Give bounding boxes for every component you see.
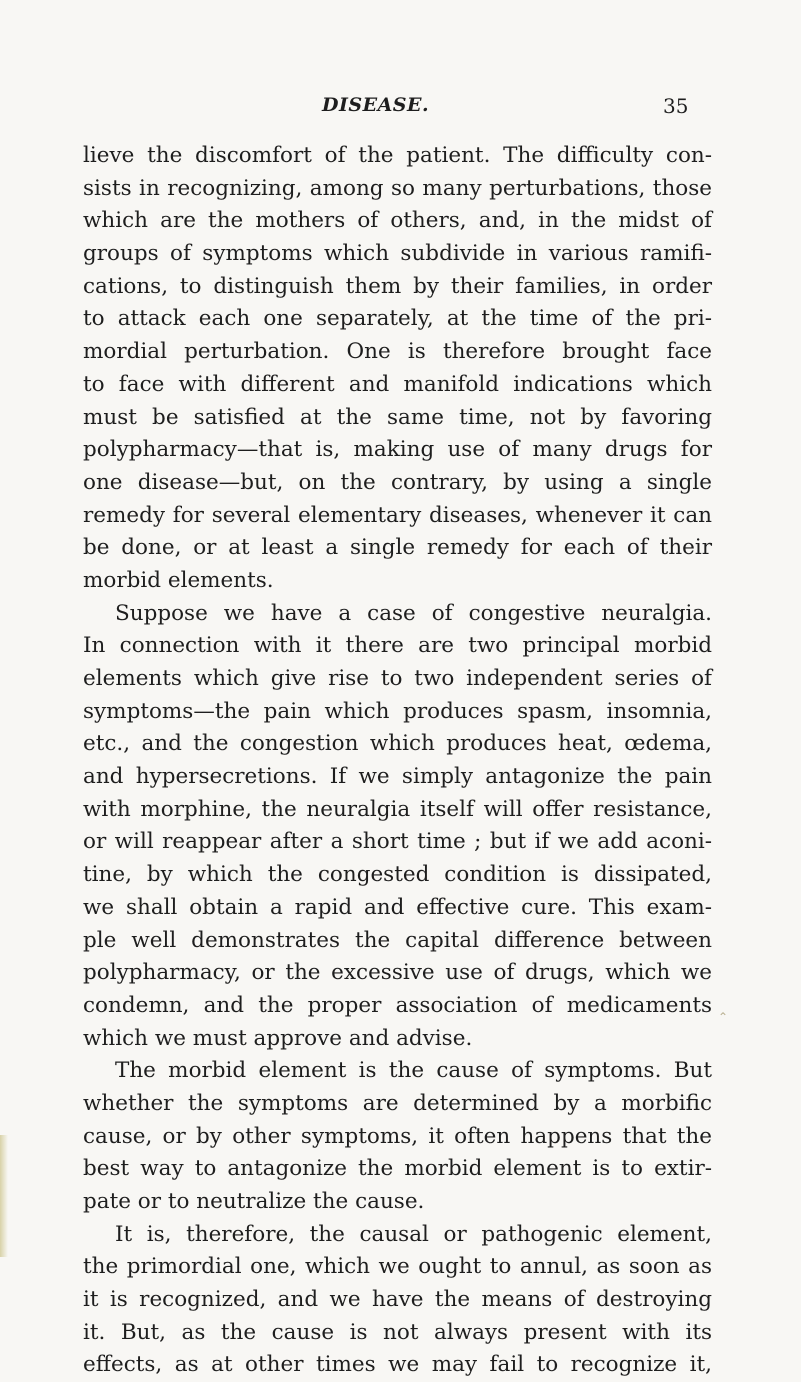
- text-line: it. But, as the cause is not always present with its: [83, 1319, 712, 1345]
- text-line: or will reappear after a short time ; but if we add aconi-: [83, 829, 712, 855]
- text-line: we shall obtain a rapid and effective cure. This exam-: [83, 894, 712, 920]
- text-line: and hypersecretions. If we simply antagonize the pain: [83, 764, 712, 790]
- text-line: pate or to neutralize the cause.: [83, 1189, 425, 1214]
- text-line: to face with different and manifold indications which: [83, 371, 712, 397]
- text-line: groups of symptoms which subdivide in various ramifi-: [83, 241, 712, 267]
- text-line: sists in recognizing, among so many perturbations, those: [83, 175, 712, 201]
- running-title: DISEASE.: [322, 94, 430, 116]
- text-line: lieve the discomfort of the patient. The difficulty con-: [83, 143, 712, 168]
- text-line: tine, by which the congested condition is dissipated,: [83, 862, 712, 888]
- text-line: the primordial one, which we ought to annul, as soon as: [83, 1254, 712, 1280]
- text-line: be done, or at least a single remedy for each of their: [83, 535, 712, 561]
- text-line: one disease—but, on the contrary, by using a single: [83, 469, 712, 495]
- text-line: Suppose we have a case of congestive neuralgia.: [115, 600, 712, 626]
- margin-mark: ⌃: [718, 1010, 729, 1024]
- text-line: ple well demonstrates the capital difference between: [83, 927, 712, 953]
- text-line: which are the mothers of others, and, in the midst of: [83, 208, 712, 234]
- body-text: [83, 140, 712, 1382]
- text-line: cause, or by other symptoms, it often happens that the: [83, 1123, 712, 1149]
- text-line: polypharmacy, or the excessive use of drugs, which we: [83, 960, 712, 986]
- text-line: with morphine, the neuralgia itself will offer resistance,: [83, 796, 712, 822]
- text-line: symptoms—the pain which produces spasm, insomnia,: [83, 698, 712, 724]
- page-edge-stain: [0, 1135, 8, 1257]
- text-line: remedy for several elementary diseases, whenever it can: [83, 502, 712, 528]
- text-line: condemn, and the proper association of medicaments: [83, 992, 712, 1018]
- text-line: morbid elements.: [83, 567, 274, 593]
- text-line: In connection with it there are two principal morbid: [83, 633, 712, 659]
- text-line: best way to antagonize the morbid element is to extir-: [83, 1156, 712, 1182]
- text-line: must be satisfied at the same time, not by favoring: [83, 404, 712, 430]
- text-line: effects, as at other times we may fail to recognize it,: [83, 1352, 712, 1378]
- text-line: to attack each one separately, at the time of the pri-: [83, 306, 712, 332]
- text-line: It is, therefore, the causal or pathogenic element,: [115, 1221, 712, 1247]
- text-line: which we must approve and advise.: [83, 1025, 473, 1051]
- running-head: [0, 94, 801, 118]
- text-line: etc., and the congestion which produces heat, œdema,: [83, 731, 712, 757]
- text-line: whether the symptoms are determined by a morbific: [83, 1090, 712, 1116]
- text-line: polypharmacy—that is, making use of many drugs for: [83, 437, 712, 463]
- text-line: cations, to distinguish them by their families, in order: [83, 273, 712, 299]
- text-line: mordial perturbation. One is therefore brought face: [83, 339, 712, 365]
- text-line: elements which give rise to two independent series of: [83, 666, 712, 691]
- text-line: The morbid element is the cause of symptoms. But: [115, 1058, 712, 1084]
- text-line: it is recognized, and we have the means of destroying: [83, 1287, 712, 1313]
- page-number: 35: [663, 94, 689, 118]
